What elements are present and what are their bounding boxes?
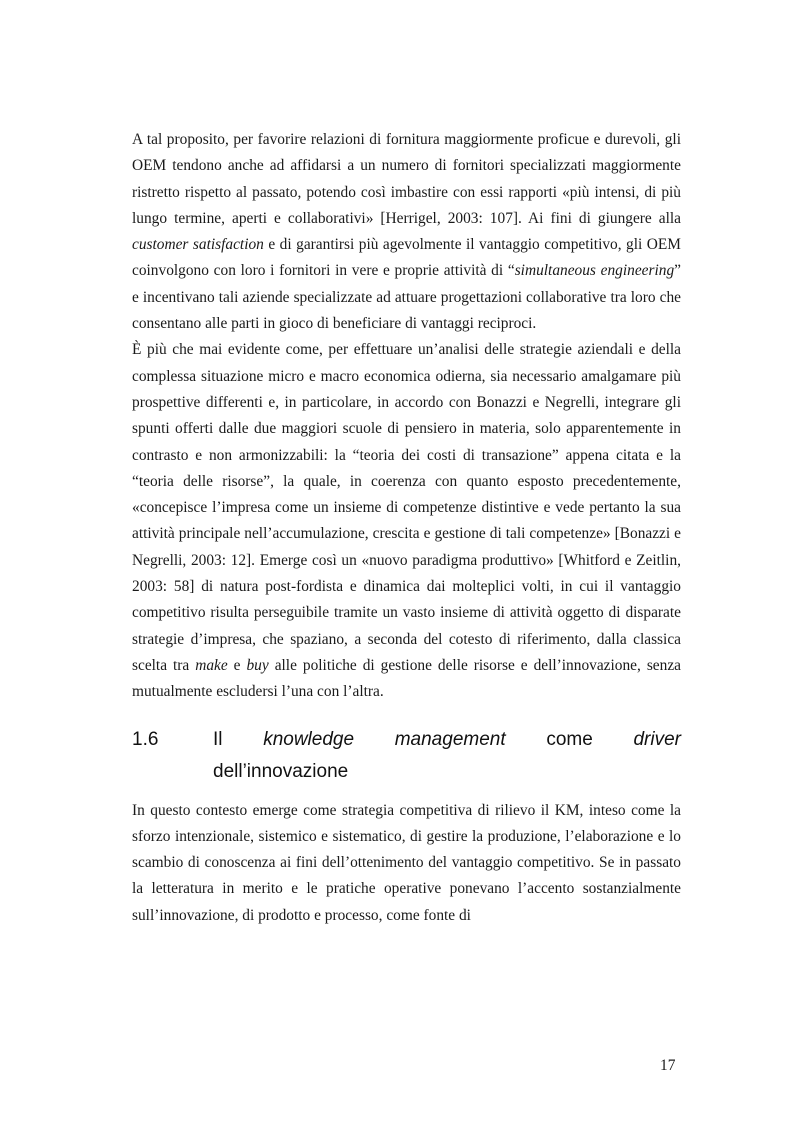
paragraph-2-text-c: alle politiche di gestione delle risorse e dell’innovazione, senza mutualmente escludersi l’una con l’altra. xyxy=(132,656,681,701)
paragraph-2-text-a: È più che mai evidente come, per effettuare un’analisi delle strategie aziendali e della complessa situazione micro e macro economica odierna, sia necessario amalgamare più prospettive differenti e, in particolare, in accordo con Bonazzi e Negrelli, integrare gli spunti offerti dalle due maggiori scuole di pensiero in materia, solo apparentemente in contrasto e non armonizzabili: la “teoria dei costi di transazione” appena citata e la “teoria delle risorse”, la quale, in coerenza con quanto esposto precedentemente, «concepisce l’impresa come un insieme di competenze distintive e vede pertanto la sua attività principale nell’accumulazione, crescita e gestione di tali competenze» [Bonazzi e Negrelli, 2003: 12]. Emerge così un «nuovo paradigma produttivo» [Whitford e Zeitlin, 2003: 58] di natura post-fordista e dinamica dai molteplici volti, in cui il vantaggio competitivo risulta perseguibile tramite un vasto insieme di attività oggetto di disparate strategie d’impresa, che spaziano, a seconda del cotesto di riferimento, dalla classica scelta tra xyxy=(132,341,681,674)
paragraph-2 xyxy=(132,337,681,705)
section-title-word-4: come xyxy=(546,728,593,750)
section-heading xyxy=(132,724,681,788)
section-title xyxy=(213,724,681,788)
paragraph-1-italic-a: customer satisfaction xyxy=(132,236,264,254)
section-title-word-2: knowledge xyxy=(263,728,355,750)
paragraph-1-italic-b: simultaneous engineering xyxy=(514,262,675,280)
paragraph-1 xyxy=(132,127,681,337)
section-title-line-2: dell’innovazione xyxy=(213,760,349,782)
page-body xyxy=(132,127,681,929)
paragraph-1-text-c: ” e incentivano tali aziende specializzate ad attuare progettazioni collaborative tra loro che consentano alle parti in gioco di beneficiare di vantaggi reciproci. xyxy=(132,262,681,333)
section-title-word-1: Il xyxy=(213,728,223,750)
section-number: 1.6 xyxy=(132,728,159,750)
paragraph-2-italic-b: buy xyxy=(246,656,269,674)
paragraph-2-text-b: e xyxy=(227,656,247,674)
section-title-word-3: management xyxy=(394,728,506,750)
paragraph-2-italic-a: make xyxy=(195,656,228,674)
page-number: 17 xyxy=(660,1057,676,1074)
paragraph-1-text-b: e di garantirsi più agevolmente il vantaggio competitivo, gli OEM coinvolgono con loro i fornitori in vere e proprie attività di “ xyxy=(132,236,681,280)
paragraph-3: In questo contesto emerge come strategia competitiva di rilievo il KM, inteso come la sforzo intenzionale, sistemico e sistematico, di gestire la produzione, l’elaborazione e lo scambio di conoscenza ai fini dell’ottenimento del vantaggio competitivo. Se in passato la letteratura in merito e le pratiche operative ponevano l’accento sostanzialmente sull’innovazione, di prodotto e processo, come fonte di xyxy=(132,801,681,924)
paragraph-1-text-a: A tal proposito, per favorire relazioni di fornitura maggiormente proficue e durevoli, gli OEM tendono anche ad affidarsi a un numero di fornitori specializzati maggiormente ristretto rispetto al passato, potendo così imbastire con essi rapporti «più intensi, di più lungo termine, aperti e collaborativi» [Herrigel, 2003: 107]. Ai fini di giungere alla xyxy=(132,131,681,227)
section-title-word-5: driver xyxy=(633,728,681,750)
